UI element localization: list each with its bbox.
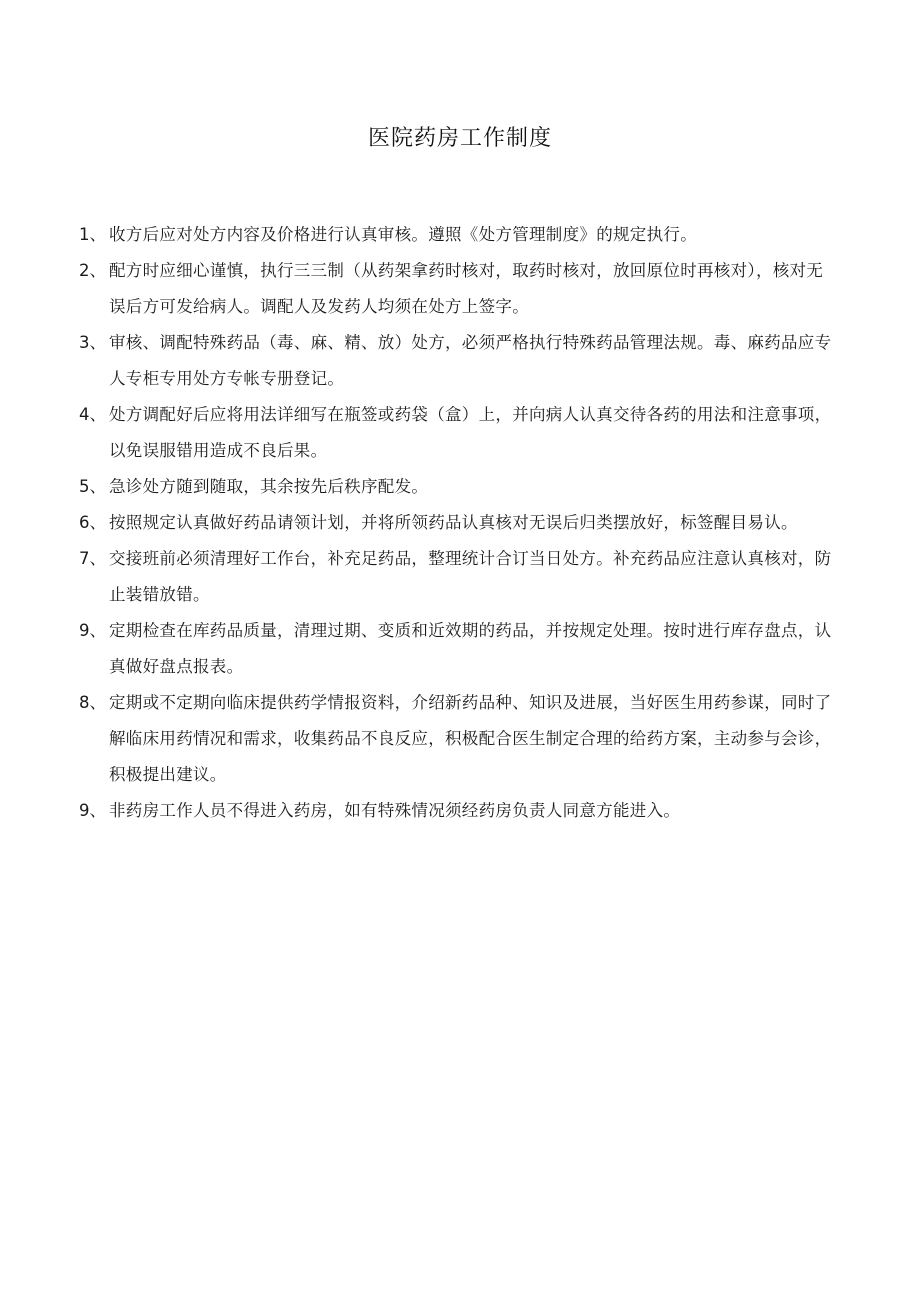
- rule-number: 9、: [79, 621, 106, 640]
- rule-text: 交接班前必须清理好工作台，补充足药品，整理统计合订当日处方。补充药品应注意认真核对，防止装错放错。: [109, 549, 832, 604]
- rule-item: [79, 793, 839, 829]
- rule-item: [79, 325, 839, 397]
- rule-item: [79, 217, 839, 253]
- rule-text: 定期或不定期向临床提供药学情报资料，介绍新药品种、知识及进展，当好医生用药参谋，同时了解临床用药情况和需求，收集药品不良反应，积极配合医生制定合理的给药方案，主动参与会诊，积极提出建议。: [109, 693, 832, 784]
- rule-number: 2、: [79, 261, 106, 280]
- document-title: 医院药房工作制度: [367, 126, 552, 151]
- rule-item: [79, 253, 839, 325]
- rule-text: 审核、调配特殊药品（毒、麻、精、放）处方，必须严格执行特殊药品管理法规。毒、麻药品应专人专柜专用处方专帐专册登记。: [109, 333, 832, 388]
- rule-number: 7、: [79, 549, 106, 568]
- rule-text: 收方后应对处方内容及价格进行认真审核。遵照《处方管理制度》的规定执行。: [109, 225, 697, 244]
- rule-number: 8、: [79, 693, 106, 712]
- rule-text: 处方调配好后应将用法详细写在瓶签或药袋（盒）上，并向病人认真交待各药的用法和注意事项，以免误服错用造成不良后果。: [109, 405, 832, 460]
- rule-number: 4、: [79, 405, 106, 424]
- rule-number: 6、: [79, 513, 106, 532]
- rules-list: [79, 217, 839, 829]
- rule-number: 1、: [79, 225, 106, 244]
- rule-item: [79, 505, 839, 541]
- rule-text: 急诊处方随到随取，其余按先后秩序配发。: [109, 477, 429, 496]
- rule-number: 9、: [79, 801, 106, 820]
- rule-text: 定期检查在库药品质量，清理过期、变质和近效期的药品，并按规定处理。按时进行库存盘点，认真做好盘点报表。: [109, 621, 832, 676]
- rule-number: 3、: [79, 333, 106, 352]
- rule-text: 按照规定认真做好药品请领计划，并将所领药品认真核对无误后归类摆放好，标签醒目易认。: [109, 513, 798, 532]
- rule-number: 5、: [79, 477, 106, 496]
- rule-item: [79, 397, 839, 469]
- rule-item: [79, 469, 839, 505]
- rule-text: 配方时应细心谨慎，执行三三制（从药架拿药时核对，取药时核对，放回原位时再核对），核对无误后方可发给病人。调配人及发药人均须在处方上签字。: [109, 261, 824, 316]
- rule-text: 非药房工作人员不得进入药房，如有特殊情况须经药房负责人同意方能进入。: [109, 801, 681, 820]
- rule-item: [79, 685, 839, 793]
- rule-item: [79, 613, 839, 685]
- rule-item: [79, 541, 839, 613]
